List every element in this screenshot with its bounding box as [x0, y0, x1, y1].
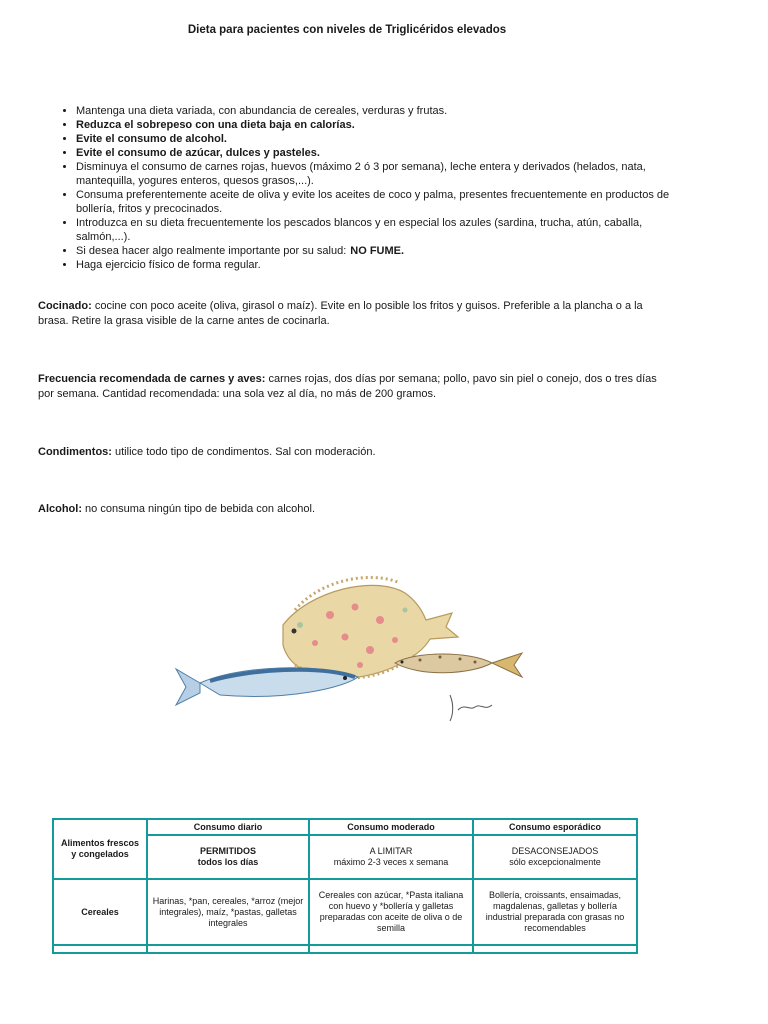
- list-item: • Introduzca en su dieta frecuentemente los pescados blancos y en especial los azules (sardina, trucha, atún, caballa, salmón,...).: [76, 216, 676, 244]
- condimentos-text: utilice todo tipo de condimentos. Sal con moderación.: [111, 446, 376, 458]
- cocinado-paragraph: [38, 299, 660, 329]
- sardine-drawing: [176, 668, 358, 705]
- list-item: • Consuma preferentemente aceite de oliva y evite los aceites de coco y palma, presentes frecuentemente en productos de bollería, fritos y precocinados.: [76, 188, 676, 216]
- level-subtitle: máximo 2-3 veces x semana: [333, 857, 449, 867]
- table-cell: [147, 945, 309, 953]
- alcohol-text: no consuma ningún tipo de bebida con alcohol.: [82, 503, 316, 515]
- table-header-row: [53, 819, 637, 835]
- diet-table: [52, 818, 638, 954]
- table-row: [53, 945, 637, 953]
- table-cell: [309, 835, 473, 879]
- list-item: • Reduzca el sobrepeso con una dieta baja en calorías.: [76, 118, 676, 132]
- frecuencia-text: carnes rojas, dos días por semana; pollo, pavo sin piel o conejo, dos o tres días por semana. Cantidad recomendada: una sola vez al día, no más de 200 gramos.: [38, 373, 657, 400]
- table-cell: [473, 835, 637, 879]
- alcohol-paragraph: [38, 502, 660, 517]
- list-item: [76, 244, 676, 258]
- trout-drawing: [395, 653, 522, 677]
- table-cell: [147, 835, 309, 879]
- frecuencia-label: Frecuencia recomendada de carnes y aves:: [38, 373, 266, 385]
- table-cell: [473, 945, 637, 953]
- level-title: PERMITIDOS: [199, 846, 256, 856]
- list-item: • Disminuya el consumo de carnes rojas, huevos (máximo 2 ó 3 por semana), leche entera y derivados (helados, nata, mantequilla, yogures enteros, quesos grasos,...).: [76, 160, 676, 188]
- condimentos-paragraph: [38, 445, 660, 460]
- list-item: • Evite el consumo de alcohol.: [76, 132, 676, 146]
- table-cell: [53, 945, 147, 953]
- cocinado-label: Cocinado:: [38, 300, 92, 312]
- table-row-label: Cereales: [53, 879, 147, 945]
- level-subtitle: sólo excepcionalmente: [509, 857, 601, 867]
- level-title: A LIMITAR: [369, 846, 413, 856]
- page-title: Dieta para pacientes con niveles de Triglicéridos elevados: [187, 24, 507, 36]
- condimentos-label: Condimentos:: [38, 446, 112, 458]
- table-row-label: Alimentos frescos y congelados: [53, 819, 147, 879]
- table-cell: Harinas, *pan, cereales, *arroz (mejor integrales), maíz, *pastas, galletas integrales: [147, 879, 309, 945]
- table-header-cell: Consumo esporádico: [473, 819, 637, 835]
- artist-signature: [450, 695, 492, 721]
- table-header-cell: Consumo diario: [147, 819, 309, 835]
- alcohol-label: Alcohol:: [38, 503, 82, 515]
- frecuencia-paragraph: [38, 372, 660, 402]
- level-subtitle: todos los días: [197, 857, 259, 867]
- list-item: • Evite el consumo de azúcar, dulces y pasteles.: [76, 146, 676, 160]
- table-cell: [309, 945, 473, 953]
- table-row: [53, 879, 637, 945]
- fish-illustration: [170, 565, 540, 730]
- no-fume-emphasis: NO FUME.: [350, 245, 405, 257]
- table-cell: Bollería, croissants, ensaimadas, magdalenas, galletas y bollería industrial preparada con grasas no recomendables: [473, 879, 637, 945]
- list-item: • Mantenga una dieta variada, con abundancia de cereales, verduras y frutas.: [76, 104, 676, 118]
- list-item-text: Si desea hacer algo realmente importante por su salud:: [76, 245, 347, 257]
- table-cell: Cereales con azúcar, *Pasta italiana con huevo y *bollería y galletas preparadas con aceite de oliva o de semilla: [309, 879, 473, 945]
- level-title: DESACONSEJADOS: [511, 846, 599, 856]
- list-item: • Haga ejercicio físico de forma regular.: [76, 258, 676, 272]
- cocinado-text: cocine con poco aceite (oliva, girasol o maíz). Evite en lo posible los fritos y guisos. Preferible a la plancha o a la brasa. Retire la grasa visible de la carne antes de cocinarla.: [38, 300, 643, 327]
- table-header-cell: Consumo moderado: [309, 819, 473, 835]
- recommendations-list: [60, 104, 676, 272]
